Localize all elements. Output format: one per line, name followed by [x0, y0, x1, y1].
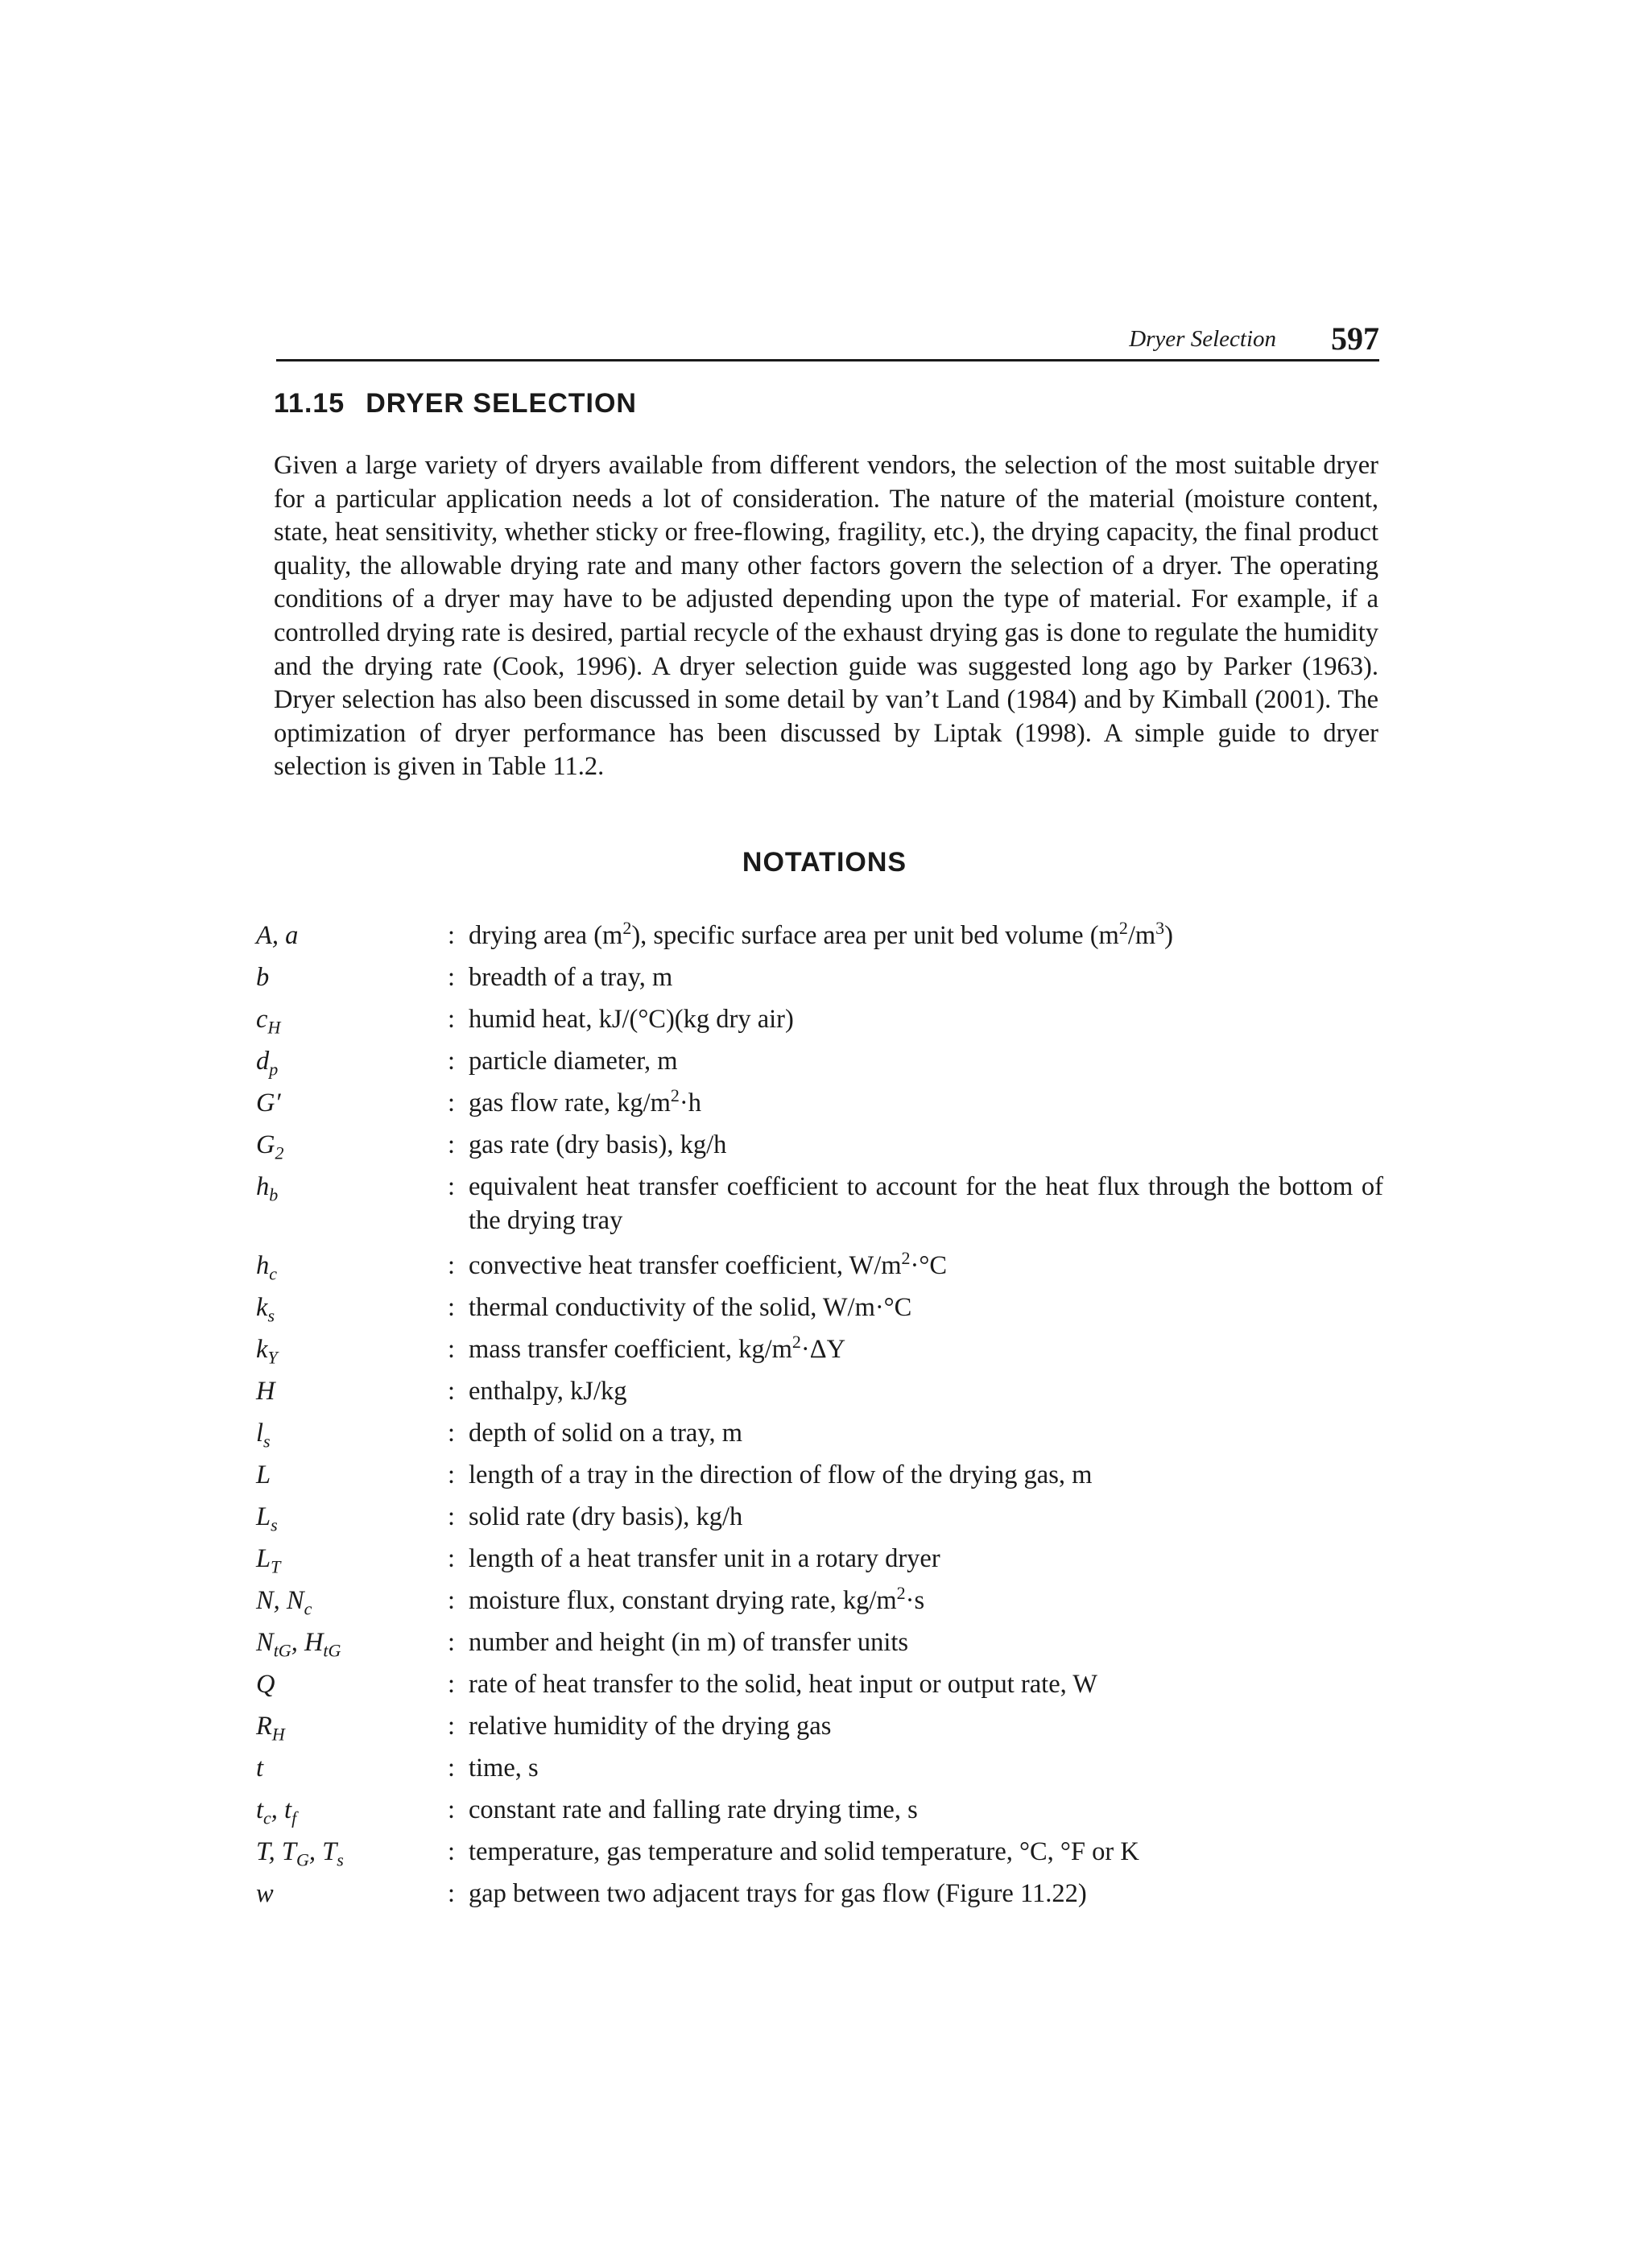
notation-symbol: L — [256, 1460, 271, 1489]
notation-row — [256, 1245, 1383, 1287]
notation-row — [256, 1831, 1383, 1873]
notation-row — [256, 915, 1383, 956]
running-title: Dryer Selection — [1129, 326, 1276, 352]
notation-symbol: b — [256, 963, 270, 992]
notation-symbol: $d_p$ — [256, 1047, 279, 1080]
notation-definition: relative humidity of the drying gas — [469, 1712, 832, 1741]
notation-colon: : — [448, 1712, 456, 1741]
notation-colon: : — [448, 1879, 456, 1908]
notation-row — [256, 1538, 1383, 1580]
notation-row — [256, 1166, 1383, 1245]
notation-symbol: $k_Y$ — [256, 1335, 278, 1368]
notations-heading: NOTATIONS — [742, 847, 907, 878]
notation-symbol: $h_b$ — [256, 1172, 279, 1205]
notation-colon: : — [448, 1628, 456, 1657]
notation-row — [256, 1124, 1383, 1166]
notation-definition: rate of heat transfer to the solid, heat input or output rate, W — [469, 1670, 1097, 1699]
section-number: 11.15 — [274, 388, 345, 419]
notation-symbol: $R_H$ — [256, 1712, 285, 1745]
notation-colon: : — [448, 1837, 456, 1866]
notation-definition: length of a heat transfer unit in a rotary dryer — [469, 1544, 940, 1573]
notation-symbol: $N_{tG}$, $H_{tG}$ — [256, 1628, 341, 1661]
notation-symbol: H — [256, 1377, 275, 1406]
notation-row — [256, 1496, 1383, 1538]
notation-row — [256, 1747, 1383, 1789]
notation-colon: : — [448, 963, 456, 992]
notation-symbol: $l_s$ — [256, 1419, 271, 1452]
notation-colon: : — [448, 1502, 456, 1531]
notation-definition: time, s — [469, 1754, 539, 1783]
notation-colon: : — [448, 1335, 456, 1364]
notation-definition: gas flow rate, $kg/m^2\cdot h$ — [469, 1085, 701, 1117]
notation-definition: convective heat transfer coefficient, $W/m^2\cdot^\circ C$ — [469, 1248, 948, 1280]
notation-row — [256, 1287, 1383, 1328]
notation-row — [256, 1370, 1383, 1412]
notation-row — [256, 1873, 1383, 1915]
notation-definition: temperature, gas temperature and solid temperature, °C, °F or K — [469, 1837, 1139, 1866]
notation-definition: mass transfer coefficient, $kg/m^2\cdot\Delta Y$ — [469, 1332, 846, 1364]
notation-colon: : — [448, 1172, 456, 1201]
notation-symbol: $k_s$ — [256, 1293, 275, 1326]
notation-symbol: $h_c$ — [256, 1251, 278, 1284]
notation-definition: particle diameter, m — [469, 1047, 678, 1076]
notation-colon: : — [448, 1795, 456, 1824]
notation-symbol: $c_H$ — [256, 1005, 281, 1038]
notation-row — [256, 1082, 1383, 1124]
notation-row — [256, 1705, 1383, 1747]
notation-row — [256, 956, 1383, 998]
notation-symbol: $L_s$ — [256, 1502, 278, 1535]
notation-definition: constant rate and falling rate drying time, s — [469, 1795, 918, 1824]
notation-definition: solid rate (dry basis), kg/h — [469, 1502, 743, 1531]
notation-definition: depth of solid on a tray, m — [469, 1419, 742, 1448]
notation-colon: : — [448, 921, 456, 950]
notation-row — [256, 1040, 1383, 1082]
notation-definition: equivalent heat transfer coefficient to account for the heat flux through the bottom of the drying tray — [469, 1172, 1383, 1235]
notation-colon: : — [448, 1419, 456, 1448]
notation-definition: enthalpy, kJ/kg — [469, 1377, 627, 1406]
notation-colon: : — [448, 1377, 456, 1406]
section-paragraph: Given a large variety of dryers available from different vendors, the selection of the most suitable dryer for a particular application needs a lot of consideration. The nature of the material (moisture content, state, heat sensitivity, whether sticky or free-flowing, fragility, etc.), the drying capacity, the final product quality, the allowable drying rate and many other factors govern the selection of a dryer. The operating conditions of a dryer may have to be adjusted depending upon the type of material. For example, if a controlled drying rate is desired, partial recycle of the exhaust drying gas is done to regulate the humidity and the drying rate (Cook, 1996). A dryer selection guide was suggested long ago by Parker (1963). Dryer selection has also been discussed in some detail by van’t Land (1984) and by Kimball (2001). The optimization of dryer performance has been discussed by Liptak (1998). A simple guide to dryer selection is given in Table 11.2. — [274, 451, 1378, 782]
notation-symbol: $t_c$, $t_f$ — [256, 1795, 297, 1828]
page-number: 597 — [1331, 320, 1379, 357]
notation-list — [256, 915, 1383, 1915]
notation-definition: thermal conductivity of the solid, W/m·°C — [469, 1293, 912, 1322]
notation-row — [256, 1454, 1383, 1496]
notation-row — [256, 998, 1383, 1040]
notation-colon: : — [448, 1544, 456, 1573]
notation-colon: : — [448, 1089, 456, 1117]
notation-symbol: Q — [256, 1670, 275, 1699]
notation-definition: moisture flux, constant drying rate, $kg/m^2\cdot s$ — [469, 1583, 925, 1615]
notation-colon: : — [448, 1460, 456, 1489]
notation-row — [256, 1621, 1383, 1663]
notation-colon: : — [448, 1005, 456, 1034]
notation-symbol: $L_T$ — [256, 1544, 281, 1577]
notation-definition: humid heat, kJ/(°C)(kg dry air) — [469, 1005, 794, 1034]
notation-symbol: N, $N_c$ — [256, 1586, 312, 1619]
notation-definition: breadth of a tray, m — [469, 963, 673, 992]
notation-colon: : — [448, 1670, 456, 1699]
notation-colon: : — [448, 1754, 456, 1783]
notation-colon: : — [448, 1293, 456, 1322]
notation-symbol: A, a — [256, 921, 299, 950]
notation-symbol: $G_2$ — [256, 1130, 284, 1163]
notation-colon: : — [448, 1130, 456, 1159]
notation-symbol: w — [256, 1879, 274, 1908]
notation-definition: length of a tray in the direction of flow of the drying gas, m — [469, 1460, 1093, 1489]
notation-row — [256, 1580, 1383, 1621]
notation-row — [256, 1412, 1383, 1454]
section-title: DRYER SELECTION — [366, 388, 637, 419]
notation-row — [256, 1663, 1383, 1705]
notation-definition: gas rate (dry basis), kg/h — [469, 1130, 727, 1159]
notation-colon: : — [448, 1047, 456, 1076]
notation-symbol: t — [256, 1754, 264, 1783]
running-header — [276, 319, 1379, 361]
notation-definition: gap between two adjacent trays for gas flow (Figure 11.22) — [469, 1879, 1087, 1908]
notation-colon: : — [448, 1586, 456, 1615]
notation-row — [256, 1328, 1383, 1370]
notation-symbol: G′ — [256, 1089, 281, 1117]
notation-definition: drying area $(m^2)$, specific surface area per unit bed volume $(m^2/m^3)$ — [469, 918, 1173, 950]
section-heading — [274, 388, 637, 419]
notation-colon: : — [448, 1251, 456, 1280]
notation-symbol: T, $T_G$, $T_s$ — [256, 1837, 344, 1870]
notation-row — [256, 1789, 1383, 1831]
notation-definition: number and height (in m) of transfer units — [469, 1628, 909, 1657]
